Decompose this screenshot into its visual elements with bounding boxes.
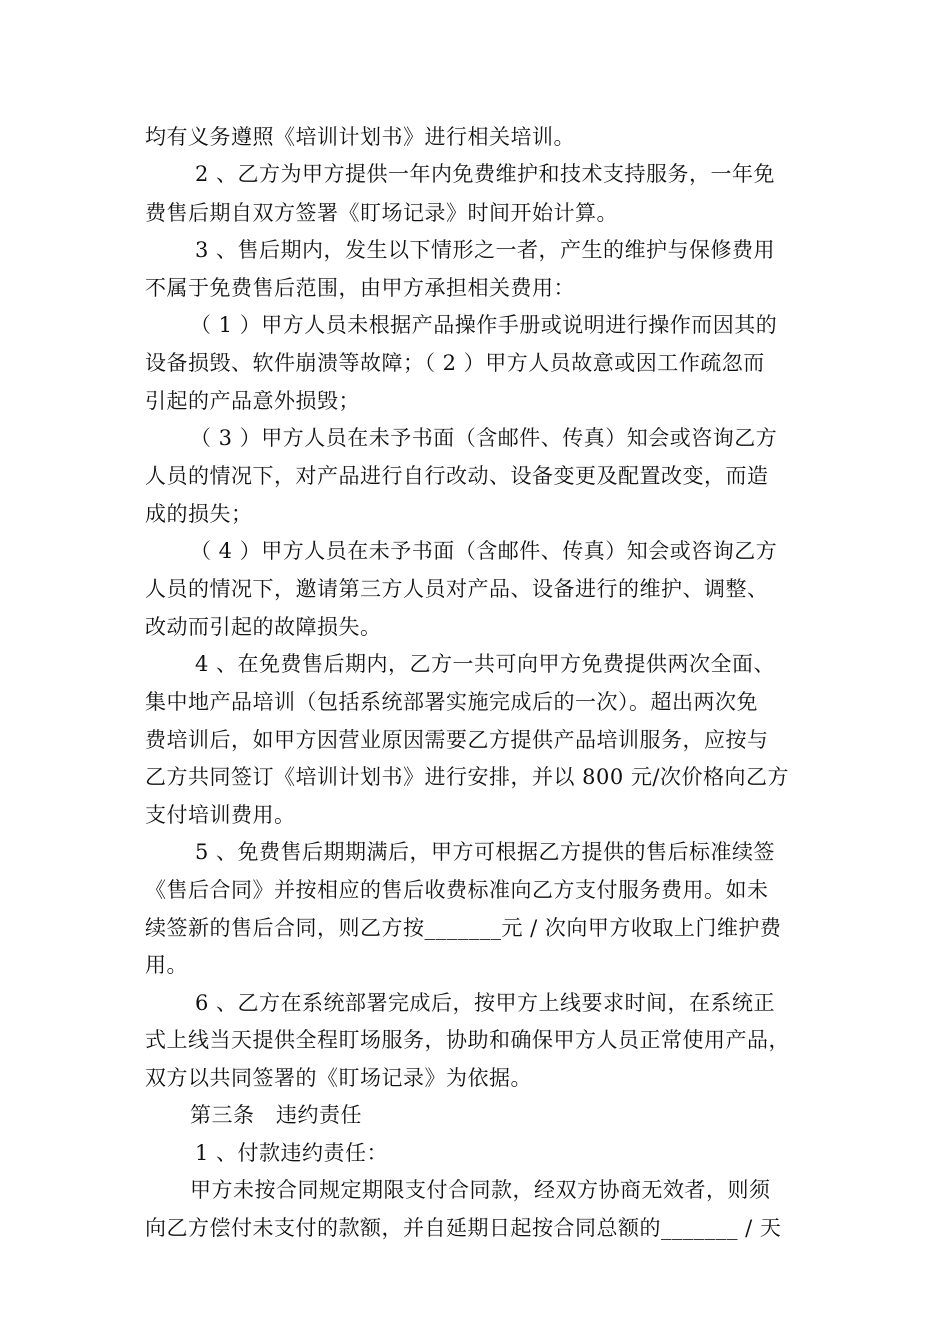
- text-line: 3 、售后期内，发生以下情形之一者，产生的维护与保修费用: [195, 238, 776, 262]
- text-line: 成的损失；: [145, 502, 253, 526]
- text-line: 费培训后，如甲方因营业原因需要乙方提供产品培训服务，应按与: [145, 728, 769, 752]
- text-line: 改动而引起的故障损失。: [145, 615, 382, 639]
- text-line: （ 1 ）甲方人员未根据产品操作手册或说明进行操作而因其的: [190, 313, 778, 337]
- text-line: 1 、付款违约责任：: [195, 1141, 389, 1165]
- text-line: 引起的产品意外损毁；: [145, 389, 360, 413]
- text-line: 式上线当天提供全程盯场服务，协助和确保甲方人员正常使用产品，: [145, 1028, 790, 1052]
- text-line: 均有义务遵照《培训计划书》进行相关培训。: [145, 125, 575, 149]
- text-line: 人员的情况下，邀请第三方人员对产品、设备进行的维护、调整、: [145, 577, 769, 601]
- text-line: 续签新的售后合同，则乙方按_______元 / 次向甲方收取上门维护费: [145, 916, 782, 940]
- section-heading: 第三条 违约责任: [190, 1103, 362, 1127]
- text-line: 费售后期自双方签署《盯场记录》时间开始计算。: [145, 201, 618, 225]
- text-line: 向乙方偿付未支付的款额，并自延期日起按合同总额的_______ / 天: [145, 1216, 782, 1240]
- text-line: 双方以共同签署的《盯场记录》为依据。: [145, 1066, 532, 1090]
- text-line: 5 、免费售后期期满后，甲方可根据乙方提供的售后标准续签: [195, 840, 776, 864]
- text-line: 人员的情况下，对产品进行自行改动、设备变更及配置改变，而造: [145, 464, 769, 488]
- text-line: （ 4 ）甲方人员在未予书面（含邮件、传真）知会或咨询乙方: [190, 539, 778, 563]
- text-line: 不属于免费售后范围，由甲方承担相关费用：: [145, 276, 575, 300]
- text-line: 2 、乙方为甲方提供一年内免费维护和技术支持服务，一年免: [195, 162, 776, 186]
- text-line: 4 、在免费售后期内，乙方一共可向甲方免费提供两次全面、: [195, 652, 776, 676]
- text-line: （ 3 ）甲方人员在未予书面（含邮件、传真）知会或咨询乙方: [190, 426, 778, 450]
- text-line: 甲方未按合同规定期限支付合同款，经双方协商无效者，则须: [190, 1178, 771, 1202]
- text-line: 集中地产品培训（包括系统部署实施完成后的一次）。超出两次免: [145, 690, 758, 714]
- text-line: 乙方共同签订《培训计划书》进行安排，并以 800 元/次价格向乙方: [145, 765, 790, 789]
- text-line: 6 、乙方在系统部署完成后，按甲方上线要求时间，在系统正: [195, 991, 776, 1015]
- text-line: 支付培训费用。: [145, 803, 296, 827]
- text-line: 《售后合同》并按相应的售后收费标准向乙方支付服务费用。如未: [145, 878, 769, 902]
- text-line: 设备损毁、软件崩溃等故障；（ 2 ）甲方人员故意或因工作疏忽而: [145, 351, 765, 375]
- text-line: 用。: [145, 953, 188, 977]
